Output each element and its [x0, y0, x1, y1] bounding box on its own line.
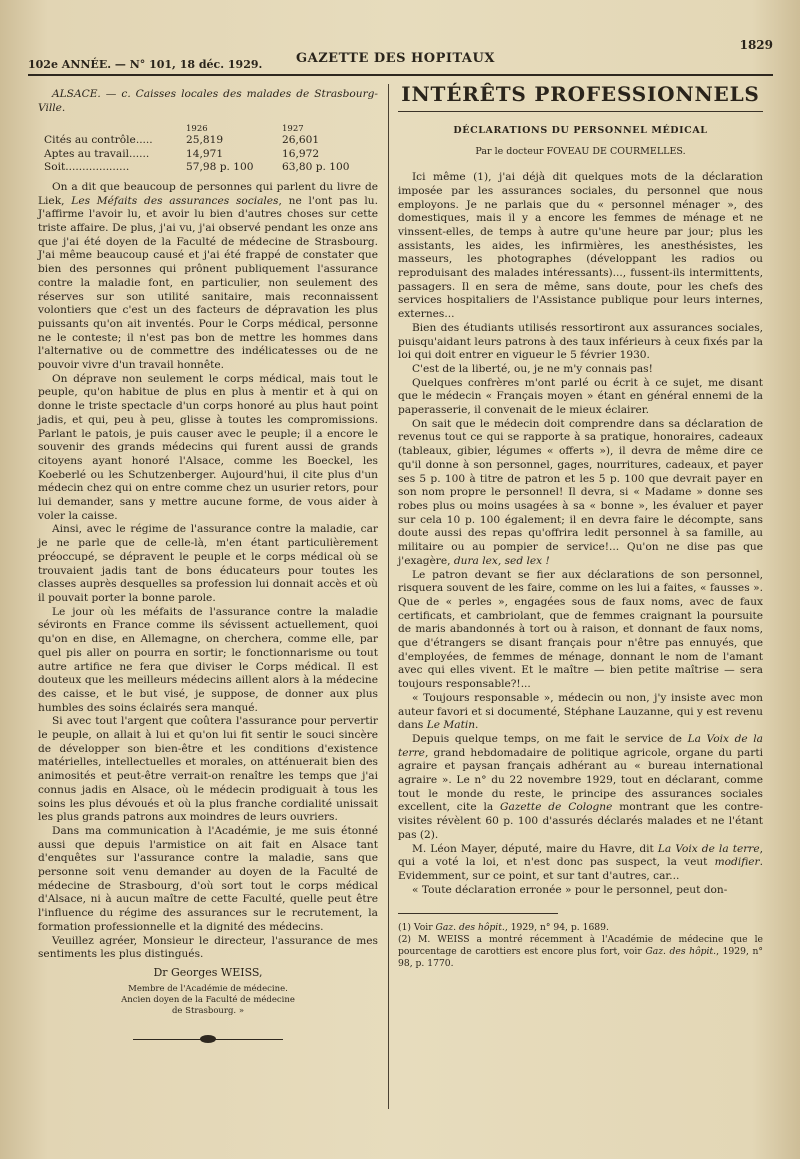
paragraph: « Toujours responsable », médecin ou non, j'y insiste avec mon auteur favori et si documenté, Stéphane Lauzanne, qui y est revenu dans Le Matin. [398, 691, 763, 732]
newspaper-name: La Voix de la terre [398, 732, 763, 759]
footnote-rule [398, 913, 558, 914]
signature-title: Membre de l'Académie de médecine. [128, 983, 288, 994]
paragraph: Dans ma communication à l'Académie, je me suis étonné aussi que depuis l'armistice on ait fait en Alsace tant d'enquêtes sur l'assurance contre la maladie, sans que personne soit venu demander au doyen de la Faculté de médecine de Strasbourg, d'où sort tout le corps médical d'Alsace, ni à aucun maître de cette Faculté, quelle peut être l'influence du régime des assurances sur le recrutement, la formation professionnelle et la dignité des médecins. [38, 824, 378, 933]
article-title: DÉCLARATIONS DU PERSONNEL MÉDICAL [453, 124, 708, 136]
statistics-caption: ALSACE. — c. Caisses locales des malades de Strasbourg-Ville. [38, 88, 378, 114]
end-ornament [133, 1035, 283, 1043]
year-1927: 1927 [282, 124, 304, 135]
page-number: 1829 [739, 38, 773, 52]
signature-name: Dr Georges WEISS, [153, 965, 263, 979]
article-author: Par le docteur FOVEAU DE COURMELLES. [475, 146, 686, 158]
signature-block [38, 966, 378, 1017]
signature-title: Ancien doyen de la Faculté de médecine [121, 994, 295, 1005]
paragraph: Veuillez agréer, Monsieur le directeur, l'assurance de mes sentiments les plus distingués. [38, 934, 378, 961]
latin-phrase: dura lex, sed lex ! [453, 554, 550, 567]
paragraph: Bien des étudiants utilisés ressortiront aux assurances sociales, puisqu'aidant leurs patrons à des taux inférieurs à ceux fixés par la loi qui doit entrer en vigueur le 5 février 1930. [398, 321, 763, 362]
footnote-1: (1) Voir Gaz. des hôpit., 1929, n° 94, p. 1689. [398, 922, 609, 934]
table-row: Cités au contrôle..... 25,819 26,601 [44, 134, 320, 147]
statistics-table [44, 123, 378, 175]
book-title: Les Méfaits des assurances sociales [71, 194, 279, 207]
paragraph: Depuis quelque temps, on me fait le service de La Voix de la terre, grand hebdomadaire de politique agricole, organe du parti agraire et paysan français adhérant au « bureau international agraire ». Le n° du 22 novembre 1929, tout en déclarant, comme tout le monde du reste, le principe des assurances sociales excellent, cite la Gazette de Cologne montrant que les contre-visites révèlent 60 p. 100 d'assurés déclarés malades et ne l'étant pas (2). [398, 732, 763, 841]
newspaper-name: Le Matin [426, 719, 476, 732]
paragraph: M. Léon Mayer, député, maire du Havre, dit La Voix de la terre, qui a voté la loi, et n'est donc pas suspect, la veut modifier. Evidemment, sur ce point, et sur tant d'autres, car... [398, 842, 764, 882]
paragraph: On a dit que beaucoup de personnes qui parlent du livre de Liek, Les Méfaits des assurances sociales, ne l'ont pas lu. J'affirme l'avoir lu, et avoir lu bien d'autres choses sur cette triste affaire. De plus, j'ai vu, j'ai observé pendant les onze ans que j'ai été doyen de la Faculté de médecine de Strasbourg. J'ai même beaucoup causé et j'ai été frappé de constater que bien des personnes qui prônent publiquement l'assurance contre la maladie font, en particulier, non seulement des réserves sur son utilité sanitaire, mais reconnaissent volontiers que c'est un des facteurs de dépravation les plus puissants qu'on ait inventés. Pour le Corps médical, personne ne le conteste; il n'est pas bon de mettre les hommes dans l'alternative ou de commettre des indélicatesses ou de ne pouvoir vivre d'un travail honnête. [38, 180, 378, 372]
section-rule [398, 111, 763, 112]
column-divider [388, 84, 389, 1109]
table-row: Aptes au travail...... 14,971 16,972 [44, 147, 320, 160]
table-row: Soit................... 57,98 p. 100 63,80 p. 100 [44, 161, 350, 174]
footnote-2: (2) M. WEISS a montré récemment à l'Académie de médecine que le pourcentage de carottiers est encore plus fort, voir Gaz. des hôpit., 1929, n° 98, p. 1770. [398, 934, 763, 970]
newspaper-name: La Voix de la terre [657, 842, 760, 855]
paragraph: Ainsi, avec le régime de l'assurance contre la maladie, car je ne parle que de celle-là, m'en étant particulièrement préoccupé, se dépravent le peuple et le corps médical où se trouvaient jadis tant de bons éducateurs pour toutes les classes auprès desquelles sa profession lui donnait accès et où il pouvait porter la bonne parole. [38, 523, 378, 604]
paragraph: On sait que le médecin doit comprendre dans sa déclaration de revenus tout ce qui se rapporte à sa pratique, honoraires, cadeaux (tableaux, gibier, légumes « offerts »), il devra de même dire ce qu'il donne à son personnel, gages, nourritures, cadeaux, et payer ses 5 p. 100 à titre de patron et les 5 p. 100 que devrait payer en son nom propre le personnel! Il devra, si « Madame » donne ses robes plus ou moins usagées à sa « bonne », les évaluer et payer sur cela 10 p. 100 également; il en devra faire le décompte, sans doute aussi des repas qu'offrira ledit personnel à sa famille, au militaire ou au pompier de service!... Qu'on ne dise pas que j'exagère, dura lex, sed lex ! [398, 417, 763, 567]
left-column [38, 88, 378, 1043]
table-header-row [44, 123, 378, 134]
issue-info: 102e ANNÉE. — N° 101, 18 déc. 1929. [28, 58, 263, 71]
paragraph: C'est de la liberté, ou, je ne m'y connais pas! [412, 362, 653, 375]
paragraph: Le patron devant se fier aux déclarations de son personnel, risquera souvent de les faire, comme on les lui a faites, « fausses ». Que de « perles », engagées sous de faux noms, avec de faux certificats, et cambriolant, que de femmes craignant la poursuite de maris abandonnés à tort ou à raison, et donnant de faux noms, que d'étrangers se disant français pour n'être pas ennuyés, que d'employées, de femmes de ménage, donnant le nom de l'amant avec qui elles vivent. Et le maître — bien petite maîtrise — sera toujours responsable?!... [398, 568, 763, 691]
signature-title: de Strasbourg. » [171, 1005, 245, 1016]
paragraph: « Toute déclaration erronée » pour le personnel, peut don- [412, 883, 728, 896]
journal-title: GAZETTE DES HOPITAUX [296, 51, 495, 66]
newspaper-name: Gazette de Cologne [500, 801, 613, 814]
paragraph: Quelques confrères m'ont parlé ou écrit à ce sujet, me disant que le médecin « Français moyen » étant en général ennemi de la paperasserie, il convenait de le mieux éclairer. [398, 376, 763, 417]
right-column [398, 82, 764, 970]
paragraph: On déprave non seulement le corps médical, mais tout le peuple, qu'on habitue de plus en plus à mentir et à qui on donne le triste spectacle d'un corps honoré au plus haut point jadis, et qui, peu à peu, glisse à toutes les compromissions. Parlant le patois, je puis causer avec le peuple; il a encore le souvenir des grands médecins qui furent aussi de grands citoyens ayant honoré l'Alsace, comme les Boeckel, les Koeberlé ou les Schutzenberger. Aujourd'hui, il cite plus d'un médecin chez qui on entre comme chez un usurier retors, pour lui demander, sans y mettre aucune forme, de vous aider à voler la caisse. [38, 372, 378, 522]
header-rule [28, 74, 773, 76]
page-header [28, 38, 773, 76]
paragraph: Si avec tout l'argent que coûtera l'assurance pour pervertir le peuple, on allait à lui et qu'on lui fit sentir le souci sincère de développer son bien-être et les conditions d'existence matérielles, intellectuelles et morales, on atténuerait bien des animosités et peut-être verrait-on renaître les temps que j'ai connus jadis en Alsace, où le médecin prodiguait à tous les soins les plus dévoués et où la plus franche cordialité unissait les plus grands patrons aux moindres de leurs ouvriers. [38, 715, 378, 824]
paragraph: Ici même (1), j'ai déjà dit quelques mots de la déclaration imposée par les assurances sociales, du personnel que nous employons. Je ne parlais que du « personnel ménager », des domestiques, mais il y a encore les femmes de ménage et ne vinssent-elles, de temps à autre qu'une heure par jour; plus les assistants, les aides, les infirmières, les anesthésistes, les masseurs, les photographes (développant les radios ou reproduisant des malades intéressants)..., fussent-ils intermittents, passagers. Il en sera de même, sans doute, pour les chefs des services hospitaliers de l'Assistance publique pour leurs internes, externes... [398, 171, 763, 321]
year-1926: 1926 [186, 124, 208, 135]
paragraph: Le jour où les méfaits de l'assurance contre la maladie sévironts en France comme ils sévissent actuellement, quoi qu'on en dise, en Allemagne, on cherchera, comme elle, par quel pis aller on pourra en sortir; le fonctionnarisme ou tout autre artifice ne fera que diviser le Corps médical. Il est douteux que les meilleurs médecins aillent alors à la médecine des caisse, et le but visé, je suppose, de donner aux plus humbles des soins éclairés sera manqué. [38, 605, 378, 714]
section-title: INTÉRÊTS PROFESSIONNELS [401, 82, 760, 106]
